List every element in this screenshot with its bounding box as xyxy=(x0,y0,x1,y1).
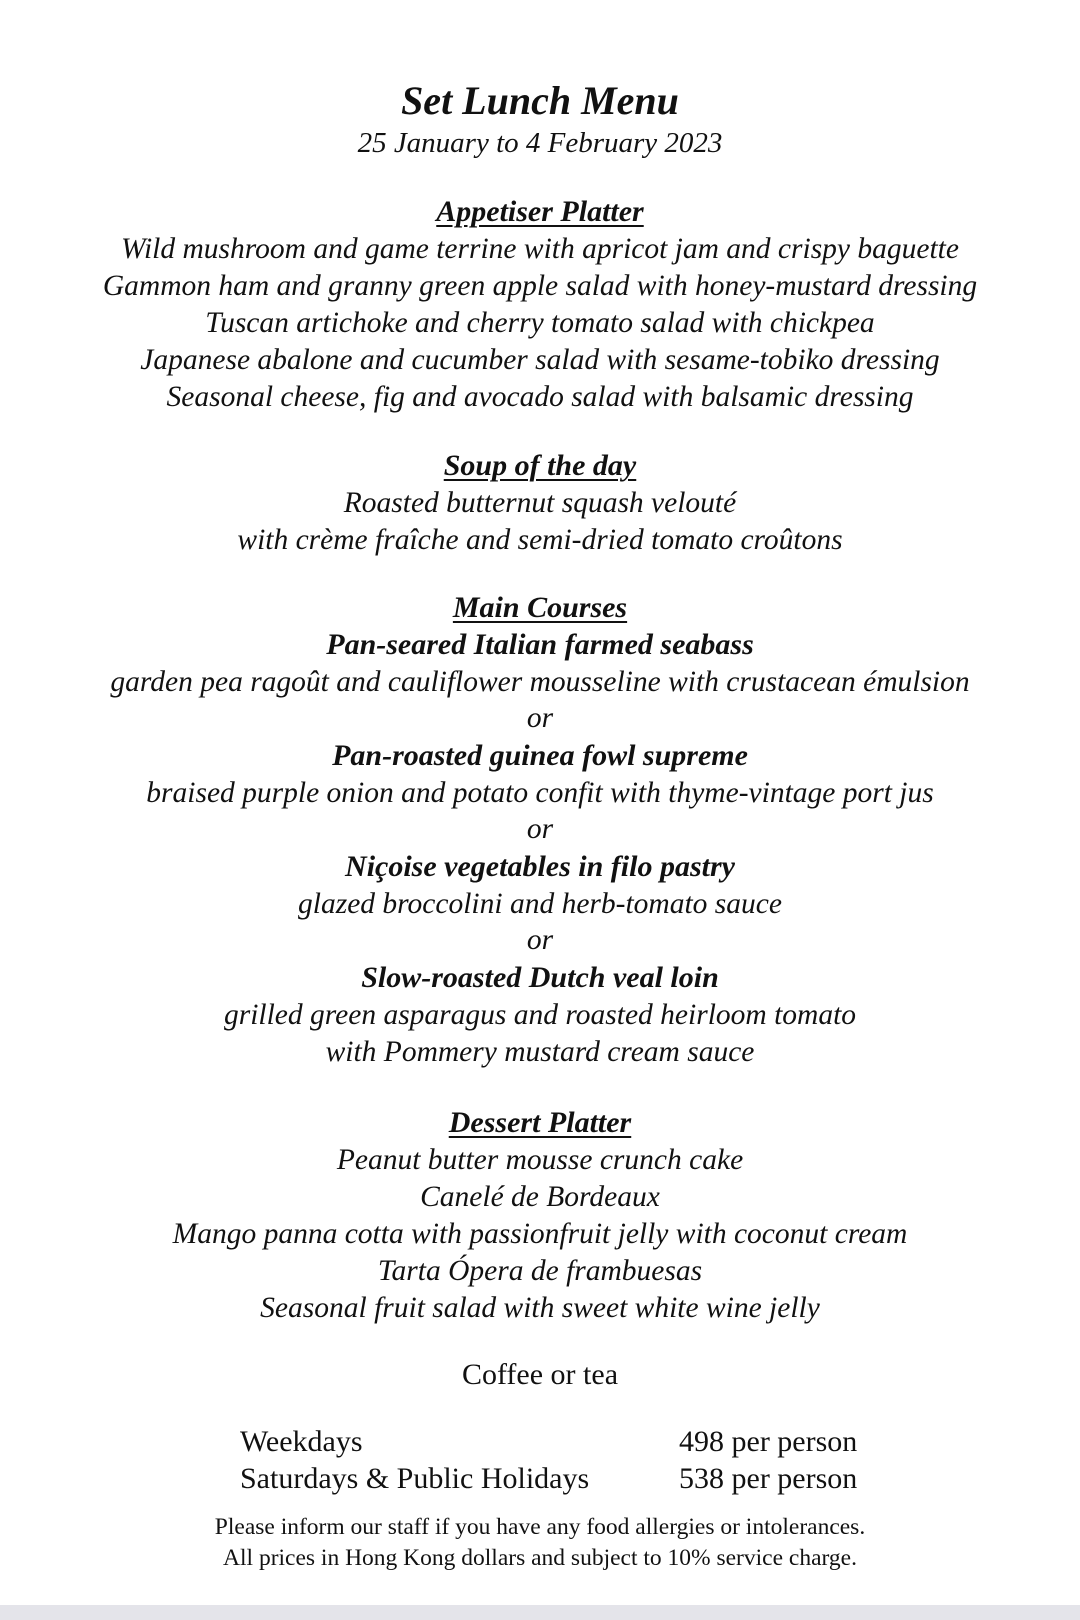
soup-heading: Soup of the day xyxy=(443,449,637,482)
price-note: All prices in Hong Kong dollars and subject to 10% service charge. xyxy=(223,1545,857,1571)
dessert-item: Seasonal fruit salad with sweet white wine jelly xyxy=(260,1292,820,1324)
appetiser-item: Japanese abalone and cucumber salad with sesame-tobiko dressing xyxy=(140,344,940,376)
price-label: Saturdays & Public Holidays xyxy=(240,1462,590,1495)
price-value: 538 per person xyxy=(679,1462,858,1495)
dessert-item: Tarta Ópera de frambuesas xyxy=(377,1255,703,1287)
dessert-item: Peanut butter mousse crunch cake xyxy=(336,1144,744,1176)
main-course-description: braised purple onion and potato confit with thyme-vintage port jus xyxy=(146,777,934,809)
bottom-band xyxy=(0,1605,1080,1620)
main-course-name: Niçoise vegetables in filo pastry xyxy=(345,850,735,883)
dessert-item: Canelé de Bordeaux xyxy=(420,1181,660,1213)
or-separator: or xyxy=(526,924,554,956)
or-separator: or xyxy=(526,813,554,845)
price-row xyxy=(0,1461,1080,1497)
soup-line: Roasted butternut squash velouté xyxy=(343,487,737,519)
price-value: 498 per person xyxy=(679,1425,858,1458)
appetiser-item: Gammon ham and granny green apple salad with honey-mustard dressing xyxy=(102,270,978,302)
main-course-name: Pan-roasted guinea fowl supreme xyxy=(332,739,748,772)
appetiser-heading: Appetiser Platter xyxy=(436,195,644,228)
appetiser-item: Wild mushroom and game terrine with apricot jam and crispy baguette xyxy=(121,233,959,265)
main-course-name: Pan-seared Italian farmed seabass xyxy=(326,628,754,661)
main-course-description: grilled green asparagus and roasted heirloom tomato xyxy=(223,999,857,1031)
beverage-line: Coffee or tea xyxy=(461,1358,619,1391)
main-course-name: Slow-roasted Dutch veal loin xyxy=(361,961,719,994)
dessert-heading: Dessert Platter xyxy=(448,1106,632,1139)
appetiser-item: Tuscan artichoke and cherry tomato salad with chickpea xyxy=(205,307,875,339)
or-separator: or xyxy=(526,702,554,734)
main-course-description: garden pea ragoût and cauliflower mousseline with crustacean émulsion xyxy=(110,666,970,698)
price-label: Weekdays xyxy=(240,1425,363,1458)
soup-line: with crème fraîche and semi-dried tomato croûtons xyxy=(237,524,843,556)
main-course-description: with Pommery mustard cream sauce xyxy=(325,1036,755,1068)
price-row xyxy=(0,1424,1080,1460)
mains-heading: Main Courses xyxy=(452,591,628,624)
allergy-note: Please inform our staff if you have any food allergies or intolerances. xyxy=(214,1514,866,1540)
menu-dates: 25 January to 4 February 2023 xyxy=(357,127,723,159)
main-course-description: glazed broccolini and herb-tomato sauce xyxy=(298,888,782,920)
menu-title: Set Lunch Menu xyxy=(401,78,679,123)
appetiser-item: Seasonal cheese, fig and avocado salad with balsamic dressing xyxy=(166,381,914,413)
dessert-item: Mango panna cotta with passionfruit jelly with coconut cream xyxy=(172,1218,908,1250)
